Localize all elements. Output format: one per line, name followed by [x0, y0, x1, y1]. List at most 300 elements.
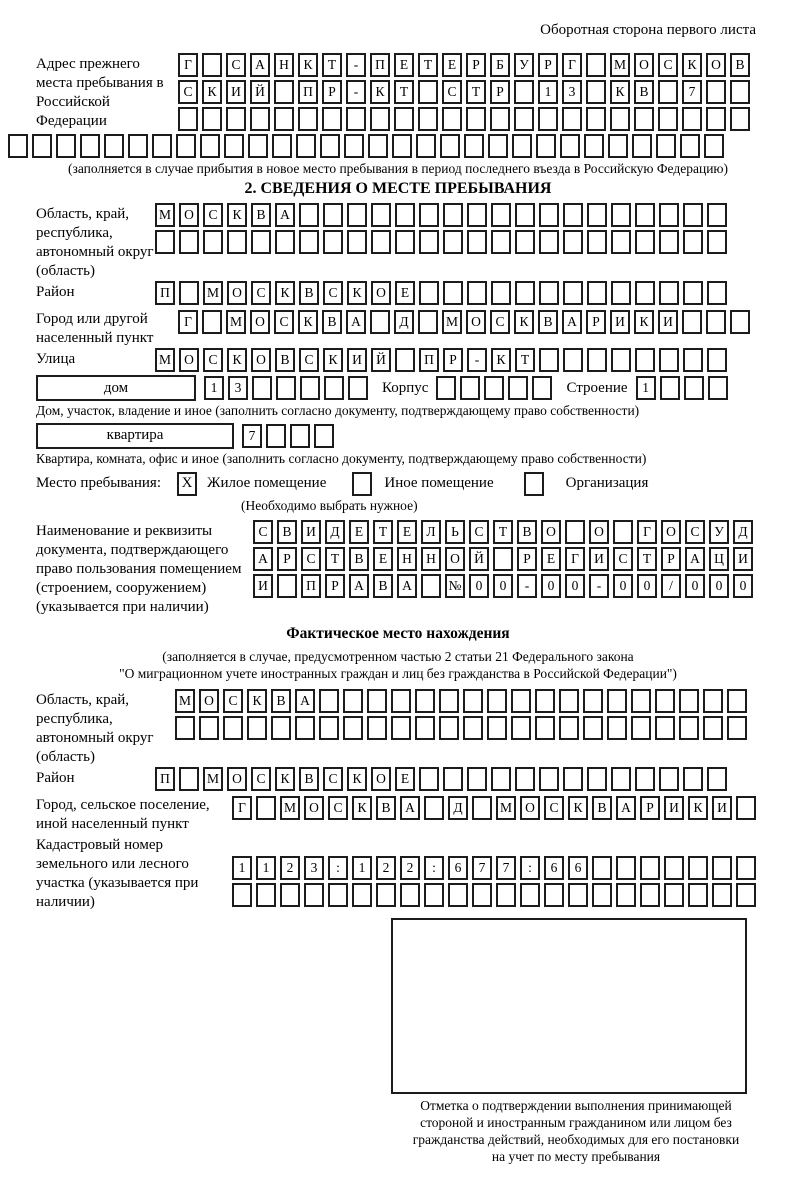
char-cell[interactable]: [280, 883, 300, 907]
char-cell[interactable]: -: [346, 53, 366, 77]
char-cell[interactable]: Е: [395, 767, 415, 791]
char-cell[interactable]: М: [203, 281, 223, 305]
char-cell[interactable]: Д: [325, 520, 345, 544]
char-cell[interactable]: 7: [682, 80, 702, 104]
char-cell[interactable]: [607, 716, 627, 740]
checkbox-inoe-pomeshchenie[interactable]: [352, 472, 372, 496]
char-cell[interactable]: П: [298, 80, 318, 104]
char-cell[interactable]: [314, 424, 334, 448]
char-cell[interactable]: [634, 107, 654, 131]
char-cell[interactable]: [251, 230, 271, 254]
char-cell[interactable]: С: [328, 796, 348, 820]
char-cell[interactable]: И: [301, 520, 321, 544]
char-cell[interactable]: [587, 230, 607, 254]
char-cell[interactable]: О: [227, 281, 247, 305]
kvartira-widebox[interactable]: квартира: [36, 423, 234, 449]
char-cell[interactable]: [256, 883, 276, 907]
char-cell[interactable]: Т: [394, 80, 414, 104]
char-cell[interactable]: Г: [178, 310, 198, 334]
char-cell[interactable]: М: [155, 348, 175, 372]
char-cell[interactable]: Р: [443, 348, 463, 372]
char-cell[interactable]: [439, 716, 459, 740]
char-cell[interactable]: [610, 107, 630, 131]
char-cell[interactable]: [707, 281, 727, 305]
char-cell[interactable]: П: [301, 574, 321, 598]
char-cell[interactable]: [442, 107, 462, 131]
char-cell[interactable]: [464, 134, 484, 158]
char-cell[interactable]: [635, 348, 655, 372]
char-cell[interactable]: Р: [325, 574, 345, 598]
char-cell[interactable]: 3: [304, 856, 324, 880]
char-cell[interactable]: [608, 134, 628, 158]
char-cell[interactable]: [394, 107, 414, 131]
char-cell[interactable]: [152, 134, 172, 158]
char-cell[interactable]: [419, 203, 439, 227]
char-cell[interactable]: М: [442, 310, 462, 334]
char-cell[interactable]: В: [322, 310, 342, 334]
char-cell[interactable]: [274, 107, 294, 131]
char-cell[interactable]: [252, 376, 272, 400]
char-cell[interactable]: К: [568, 796, 588, 820]
char-cell[interactable]: [304, 883, 324, 907]
char-cell[interactable]: 1: [256, 856, 276, 880]
char-cell[interactable]: С: [469, 520, 489, 544]
char-cell[interactable]: [730, 310, 750, 334]
char-cell[interactable]: Н: [421, 547, 441, 571]
char-cell[interactable]: [487, 689, 507, 713]
char-cell[interactable]: [655, 689, 675, 713]
char-cell[interactable]: 1: [636, 376, 656, 400]
char-cell[interactable]: [224, 134, 244, 158]
char-cell[interactable]: [586, 53, 606, 77]
char-cell[interactable]: [319, 689, 339, 713]
char-cell[interactable]: С: [226, 53, 246, 77]
char-cell[interactable]: [664, 856, 684, 880]
char-cell[interactable]: [544, 883, 564, 907]
char-cell[interactable]: [635, 230, 655, 254]
char-cell[interactable]: О: [445, 547, 465, 571]
char-cell[interactable]: С: [442, 80, 462, 104]
char-cell[interactable]: [539, 203, 559, 227]
char-cell[interactable]: [511, 689, 531, 713]
char-cell[interactable]: Е: [395, 281, 415, 305]
char-cell[interactable]: 6: [544, 856, 564, 880]
char-cell[interactable]: Г: [178, 53, 198, 77]
char-cell[interactable]: [539, 767, 559, 791]
char-cell[interactable]: [664, 883, 684, 907]
char-cell[interactable]: [467, 281, 487, 305]
char-cell[interactable]: Р: [466, 53, 486, 77]
char-cell[interactable]: Т: [637, 547, 657, 571]
char-cell[interactable]: [416, 134, 436, 158]
char-cell[interactable]: /: [661, 574, 681, 598]
char-cell[interactable]: 3: [228, 376, 248, 400]
char-cell[interactable]: [515, 281, 535, 305]
char-cell[interactable]: М: [155, 203, 175, 227]
char-cell[interactable]: [684, 376, 704, 400]
char-cell[interactable]: [178, 107, 198, 131]
char-cell[interactable]: [347, 230, 367, 254]
char-cell[interactable]: [508, 376, 528, 400]
char-cell[interactable]: [179, 767, 199, 791]
char-cell[interactable]: [202, 107, 222, 131]
char-cell[interactable]: [226, 107, 246, 131]
char-cell[interactable]: [682, 107, 702, 131]
char-cell[interactable]: [466, 107, 486, 131]
char-cell[interactable]: В: [634, 80, 654, 104]
char-cell[interactable]: [611, 348, 631, 372]
char-cell[interactable]: О: [250, 310, 270, 334]
char-cell[interactable]: [395, 348, 415, 372]
char-cell[interactable]: Е: [397, 520, 417, 544]
char-cell[interactable]: М: [496, 796, 516, 820]
char-cell[interactable]: Е: [541, 547, 561, 571]
char-cell[interactable]: [448, 883, 468, 907]
char-cell[interactable]: [275, 230, 295, 254]
char-cell[interactable]: [299, 230, 319, 254]
char-cell[interactable]: [584, 134, 604, 158]
char-cell[interactable]: [347, 203, 367, 227]
char-cell[interactable]: Ь: [445, 520, 465, 544]
char-cell[interactable]: С: [203, 348, 223, 372]
char-cell[interactable]: [272, 134, 292, 158]
char-cell[interactable]: [202, 310, 222, 334]
char-cell[interactable]: [688, 856, 708, 880]
char-cell[interactable]: [707, 230, 727, 254]
char-cell[interactable]: [370, 107, 390, 131]
char-cell[interactable]: К: [514, 310, 534, 334]
char-cell[interactable]: [727, 689, 747, 713]
char-cell[interactable]: [736, 856, 756, 880]
char-cell[interactable]: Г: [637, 520, 657, 544]
char-cell[interactable]: Е: [349, 520, 369, 544]
char-cell[interactable]: 0: [565, 574, 585, 598]
char-cell[interactable]: [659, 230, 679, 254]
char-cell[interactable]: [370, 310, 390, 334]
char-cell[interactable]: [538, 107, 558, 131]
char-cell[interactable]: [656, 134, 676, 158]
char-cell[interactable]: К: [298, 53, 318, 77]
char-cell[interactable]: [640, 883, 660, 907]
char-cell[interactable]: И: [658, 310, 678, 334]
char-cell[interactable]: [443, 230, 463, 254]
char-cell[interactable]: И: [347, 348, 367, 372]
char-cell[interactable]: [703, 716, 723, 740]
char-cell[interactable]: -: [467, 348, 487, 372]
char-cell[interactable]: 0: [733, 574, 753, 598]
char-cell[interactable]: [295, 716, 315, 740]
char-cell[interactable]: Е: [442, 53, 462, 77]
char-cell[interactable]: О: [589, 520, 609, 544]
char-cell[interactable]: [586, 80, 606, 104]
char-cell[interactable]: [227, 230, 247, 254]
char-cell[interactable]: [223, 716, 243, 740]
char-cell[interactable]: О: [541, 520, 561, 544]
char-cell[interactable]: [392, 134, 412, 158]
char-cell[interactable]: [202, 53, 222, 77]
char-cell[interactable]: [247, 716, 267, 740]
char-cell[interactable]: [424, 796, 444, 820]
char-cell[interactable]: В: [730, 53, 750, 77]
char-cell[interactable]: [346, 107, 366, 131]
char-cell[interactable]: [704, 134, 724, 158]
char-cell[interactable]: А: [397, 574, 417, 598]
char-cell[interactable]: В: [275, 348, 295, 372]
char-cell[interactable]: [56, 134, 76, 158]
char-cell[interactable]: [660, 376, 680, 400]
char-cell[interactable]: Б: [490, 53, 510, 77]
char-cell[interactable]: О: [199, 689, 219, 713]
char-cell[interactable]: [328, 883, 348, 907]
char-cell[interactable]: [467, 767, 487, 791]
char-cell[interactable]: Г: [562, 53, 582, 77]
char-cell[interactable]: [176, 134, 196, 158]
char-cell[interactable]: Н: [397, 547, 417, 571]
char-cell[interactable]: К: [275, 281, 295, 305]
char-cell[interactable]: О: [520, 796, 540, 820]
char-cell[interactable]: [707, 203, 727, 227]
char-cell[interactable]: :: [328, 856, 348, 880]
char-cell[interactable]: Р: [538, 53, 558, 77]
char-cell[interactable]: К: [275, 767, 295, 791]
char-cell[interactable]: 0: [637, 574, 657, 598]
char-cell[interactable]: [463, 689, 483, 713]
char-cell[interactable]: [563, 230, 583, 254]
char-cell[interactable]: [659, 348, 679, 372]
char-cell[interactable]: Г: [232, 796, 252, 820]
char-cell[interactable]: Д: [448, 796, 468, 820]
char-cell[interactable]: В: [376, 796, 396, 820]
char-cell[interactable]: [443, 767, 463, 791]
char-cell[interactable]: [611, 281, 631, 305]
char-cell[interactable]: [322, 107, 342, 131]
char-cell[interactable]: [616, 883, 636, 907]
char-cell[interactable]: Р: [490, 80, 510, 104]
char-cell[interactable]: :: [520, 856, 540, 880]
char-cell[interactable]: 0: [685, 574, 705, 598]
char-cell[interactable]: [298, 107, 318, 131]
char-cell[interactable]: [419, 767, 439, 791]
char-cell[interactable]: В: [592, 796, 612, 820]
char-cell[interactable]: [659, 281, 679, 305]
char-cell[interactable]: К: [347, 767, 367, 791]
char-cell[interactable]: [703, 689, 723, 713]
checkbox-zhiloe-pomeshchenie[interactable]: X: [177, 472, 197, 496]
char-cell[interactable]: [488, 134, 508, 158]
char-cell[interactable]: [655, 716, 675, 740]
char-cell[interactable]: [487, 716, 507, 740]
char-cell[interactable]: [418, 310, 438, 334]
char-cell[interactable]: 6: [448, 856, 468, 880]
char-cell[interactable]: О: [304, 796, 324, 820]
char-cell[interactable]: [299, 203, 319, 227]
char-cell[interactable]: [563, 767, 583, 791]
char-cell[interactable]: [276, 376, 296, 400]
char-cell[interactable]: [300, 376, 320, 400]
char-cell[interactable]: [611, 230, 631, 254]
char-cell[interactable]: [587, 203, 607, 227]
char-cell[interactable]: [586, 107, 606, 131]
char-cell[interactable]: А: [562, 310, 582, 334]
char-cell[interactable]: Н: [274, 53, 294, 77]
char-cell[interactable]: К: [323, 348, 343, 372]
char-cell[interactable]: В: [271, 689, 291, 713]
char-cell[interactable]: О: [371, 767, 391, 791]
char-cell[interactable]: 7: [242, 424, 262, 448]
char-cell[interactable]: [563, 348, 583, 372]
char-cell[interactable]: С: [251, 767, 271, 791]
char-cell[interactable]: К: [227, 348, 247, 372]
char-cell[interactable]: И: [226, 80, 246, 104]
char-cell[interactable]: [631, 716, 651, 740]
char-cell[interactable]: С: [253, 520, 273, 544]
char-cell[interactable]: [536, 134, 556, 158]
char-cell[interactable]: [611, 203, 631, 227]
char-cell[interactable]: [175, 716, 195, 740]
char-cell[interactable]: [179, 281, 199, 305]
char-cell[interactable]: Ц: [709, 547, 729, 571]
char-cell[interactable]: [324, 376, 344, 400]
char-cell[interactable]: -: [346, 80, 366, 104]
char-cell[interactable]: В: [299, 767, 319, 791]
char-cell[interactable]: [562, 107, 582, 131]
char-cell[interactable]: [436, 376, 456, 400]
char-cell[interactable]: [400, 883, 420, 907]
char-cell[interactable]: С: [203, 203, 223, 227]
char-cell[interactable]: [371, 203, 391, 227]
char-cell[interactable]: [679, 716, 699, 740]
char-cell[interactable]: В: [538, 310, 558, 334]
dom-widebox[interactable]: дом: [36, 375, 196, 401]
char-cell[interactable]: [250, 107, 270, 131]
char-cell[interactable]: [568, 883, 588, 907]
char-cell[interactable]: О: [661, 520, 681, 544]
char-cell[interactable]: [520, 883, 540, 907]
char-cell[interactable]: М: [175, 689, 195, 713]
char-cell[interactable]: [683, 203, 703, 227]
char-cell[interactable]: [323, 230, 343, 254]
char-cell[interactable]: С: [274, 310, 294, 334]
char-cell[interactable]: М: [226, 310, 246, 334]
char-cell[interactable]: Й: [371, 348, 391, 372]
char-cell[interactable]: [271, 716, 291, 740]
char-cell[interactable]: [515, 230, 535, 254]
char-cell[interactable]: Е: [394, 53, 414, 77]
char-cell[interactable]: 0: [613, 574, 633, 598]
char-cell[interactable]: [607, 689, 627, 713]
char-cell[interactable]: [367, 689, 387, 713]
char-cell[interactable]: А: [275, 203, 295, 227]
char-cell[interactable]: 0: [493, 574, 513, 598]
char-cell[interactable]: 0: [541, 574, 561, 598]
char-cell[interactable]: [727, 716, 747, 740]
char-cell[interactable]: [559, 689, 579, 713]
char-cell[interactable]: [8, 134, 28, 158]
checkbox-organizatsiya[interactable]: [524, 472, 544, 496]
char-cell[interactable]: [635, 767, 655, 791]
char-cell[interactable]: 6: [568, 856, 588, 880]
char-cell[interactable]: А: [250, 53, 270, 77]
char-cell[interactable]: :: [424, 856, 444, 880]
char-cell[interactable]: В: [349, 547, 369, 571]
char-cell[interactable]: М: [610, 53, 630, 77]
char-cell[interactable]: А: [346, 310, 366, 334]
char-cell[interactable]: [592, 856, 612, 880]
char-cell[interactable]: О: [227, 767, 247, 791]
char-cell[interactable]: [440, 134, 460, 158]
char-cell[interactable]: 2: [400, 856, 420, 880]
char-cell[interactable]: [415, 716, 435, 740]
char-cell[interactable]: И: [253, 574, 273, 598]
char-cell[interactable]: [683, 281, 703, 305]
char-cell[interactable]: [658, 80, 678, 104]
char-cell[interactable]: И: [664, 796, 684, 820]
char-cell[interactable]: А: [400, 796, 420, 820]
char-cell[interactable]: [277, 574, 297, 598]
char-cell[interactable]: [680, 134, 700, 158]
char-cell[interactable]: К: [634, 310, 654, 334]
char-cell[interactable]: [344, 134, 364, 158]
char-cell[interactable]: П: [155, 281, 175, 305]
char-cell[interactable]: В: [277, 520, 297, 544]
char-cell[interactable]: [583, 689, 603, 713]
char-cell[interactable]: С: [301, 547, 321, 571]
char-cell[interactable]: [467, 203, 487, 227]
char-cell[interactable]: [535, 716, 555, 740]
char-cell[interactable]: [421, 574, 441, 598]
char-cell[interactable]: Д: [394, 310, 414, 334]
char-cell[interactable]: [415, 689, 435, 713]
char-cell[interactable]: [683, 230, 703, 254]
char-cell[interactable]: Й: [469, 547, 489, 571]
char-cell[interactable]: Т: [322, 53, 342, 77]
char-cell[interactable]: [348, 376, 368, 400]
char-cell[interactable]: 7: [496, 856, 516, 880]
char-cell[interactable]: В: [299, 281, 319, 305]
char-cell[interactable]: [592, 883, 612, 907]
char-cell[interactable]: [682, 310, 702, 334]
char-cell[interactable]: [712, 856, 732, 880]
char-cell[interactable]: [199, 716, 219, 740]
char-cell[interactable]: [631, 689, 651, 713]
char-cell[interactable]: [706, 80, 726, 104]
char-cell[interactable]: К: [688, 796, 708, 820]
char-cell[interactable]: [512, 134, 532, 158]
char-cell[interactable]: [296, 134, 316, 158]
char-cell[interactable]: [565, 520, 585, 544]
char-cell[interactable]: С: [178, 80, 198, 104]
char-cell[interactable]: М: [203, 767, 223, 791]
char-cell[interactable]: [712, 883, 732, 907]
char-cell[interactable]: 1: [538, 80, 558, 104]
char-cell[interactable]: [611, 767, 631, 791]
char-cell[interactable]: [559, 716, 579, 740]
char-cell[interactable]: [274, 80, 294, 104]
char-cell[interactable]: П: [370, 53, 390, 77]
char-cell[interactable]: С: [299, 348, 319, 372]
char-cell[interactable]: [736, 883, 756, 907]
char-cell[interactable]: [587, 281, 607, 305]
char-cell[interactable]: [319, 716, 339, 740]
char-cell[interactable]: 1: [352, 856, 372, 880]
char-cell[interactable]: [491, 230, 511, 254]
char-cell[interactable]: У: [709, 520, 729, 544]
char-cell[interactable]: [200, 134, 220, 158]
char-cell[interactable]: [343, 689, 363, 713]
char-cell[interactable]: П: [155, 767, 175, 791]
char-cell[interactable]: [391, 689, 411, 713]
char-cell[interactable]: [248, 134, 268, 158]
